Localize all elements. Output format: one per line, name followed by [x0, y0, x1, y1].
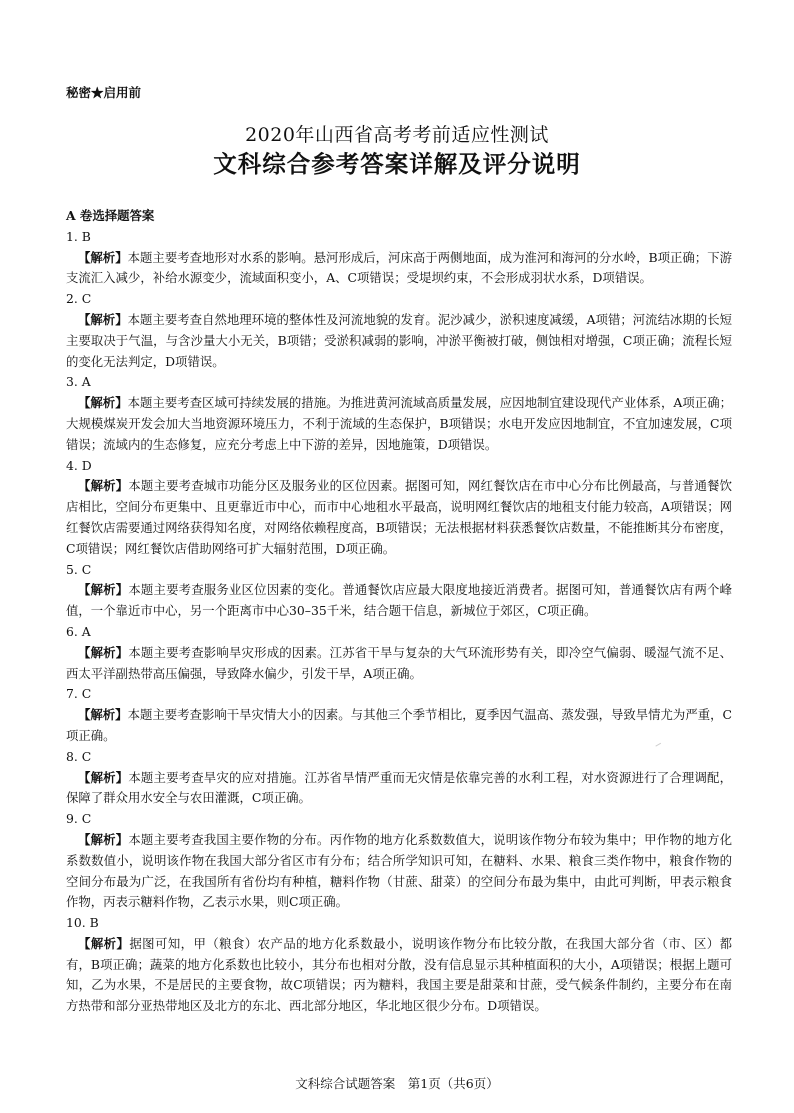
analysis-text	[66, 643, 732, 685]
analysis-body: 本题主要考查影响干旱灾情大小的因素。与其他三个季节相比，夏季因气温高、蒸发强，导致旱情尤为严重，C项正确。	[66, 707, 732, 743]
question-block	[66, 456, 732, 560]
page-footer: 文科综合试题答案 第1页（共6页）	[295, 1076, 499, 1091]
analysis-tag: 【解析】	[78, 707, 128, 723]
analysis-text	[66, 393, 732, 455]
question-number: 6. A	[66, 623, 91, 639]
question-number: 4. D	[66, 457, 92, 473]
analysis-text	[66, 768, 732, 810]
analysis-body: 本题主要考查区域可持续发展的措施。为推进黄河流域高质量发展，应因地制宜建设现代产业体系，A项正确；大规模煤炭开发会加大当地资源环境压力，不利于流域的生态保护，B项错误；水电开发应因地制宜，不宜加速发展，C项错误；流域内的生态修复，应充分考虑上中下游的差异，因地施策，D项错误。	[66, 395, 733, 452]
question-number: 7. C	[66, 686, 92, 702]
analysis-body: 本题主要考查影响旱灾形成的因素。江苏省干旱与复杂的大气环流形势有关，即冷空气偏弱、暖湿气流不足、西太平洋副热带高压偏强，导致降水偏少，引发干旱，A项正确。	[66, 644, 733, 681]
analysis-text	[66, 705, 732, 747]
analysis-text	[66, 310, 732, 372]
analysis-tag: 【解析】	[78, 644, 129, 660]
analysis-tag: 【解析】	[78, 478, 129, 494]
question-block	[66, 684, 732, 746]
question-number: 5. C	[66, 561, 92, 577]
analysis-text	[66, 580, 732, 622]
analysis-body: 据图可知，甲（粮食）农产品的地方化系数最小，说明该作物分布比较分散，在我国大部分省（市、区）都有，B项正确；蔬菜的地方化系数也比较小，其分布也相对分散，没有信息显示其种植面积的大小，A项错误；根据上题可知，乙为水果，不是居民的主要食物，故C项错误；丙为糖料，我国主要是甜菜和甘蔗，受气候条件制约，主要分布在南方热带和部分亚热带地区及北方的东北、西北部分地区，华北地区很少分布。D项错误。	[66, 935, 733, 1014]
analysis-tag: 【解析】	[78, 831, 129, 847]
analysis-body: 本题主要考查自然地理环境的整体性及河流地貌的发育。泥沙减少，淤积速度减缓，A项错；河流结冰期的长短主要取决于气温，与含沙量大小无关，B项错；受淤积减弱的影响，冲淤平衡被打破，侧蚀相对增强，C项正确；流程长短的变化无法判定，D项错误。	[66, 311, 733, 369]
analysis-body: 本题主要考查服务业区位因素的变化。普通餐饮店应最大限度地接近消费者。据图可知，普通餐饮店有两个峰值，一个靠近市中心，另一个距离市中心30–35千米，结合题干信息，新城位于郊区，C项正确。	[66, 582, 733, 619]
analysis-text	[66, 934, 732, 1017]
question-number: 1. B	[66, 228, 91, 244]
analysis-body: 本题主要考查地形对水系的影响。悬河形成后，河床高于两侧地面，成为淮河和海河的分水岭，B项正确；下游支流汇入减少，补给水源变少，流域面积变小，A、C项错误；受堤坝约束，不会形成羽状水系，D项错误。	[66, 249, 732, 286]
question-block	[66, 372, 732, 455]
analysis-text	[66, 248, 732, 290]
analysis-tag: 【解析】	[78, 769, 129, 785]
document-title: 文科综合参考答案详解及评分说明	[213, 150, 581, 178]
analysis-tag: 【解析】	[78, 395, 128, 411]
question-block	[66, 289, 732, 372]
question-block	[66, 622, 732, 684]
analysis-body: 本题主要考查旱灾的应对措施。江苏省旱情严重而无灾情是依靠完善的水利工程，对水资源进行了合理调配，保障了群众用水安全与农田灌溉，C项正确。	[66, 769, 733, 806]
analysis-text	[66, 830, 732, 913]
question-number: 2. C	[66, 291, 92, 307]
analysis-text	[66, 476, 732, 559]
question-number: 8. C	[66, 748, 92, 764]
answer-content	[66, 206, 732, 1017]
analysis-body: 本题主要考查我国主要作物的分布。丙作物的地方化系数数值大，说明该作物分布较为集中；甲作物的地方化系数数值小，说明该作物在我国大部分省区市有分布；结合所学知识可知，在糖料、水果、粮食三类作物中，粮食作物的空间分布最为广泛，在我国所有省份均有种植，糖料作物（甘蔗、甜菜）的空间分布最为集中，由此可判断，甲表示粮食作物，丙表示糖料作物，乙表示水果，则C项正确。	[66, 831, 733, 910]
analysis-tag: 【解析】	[78, 582, 129, 598]
question-block	[66, 227, 732, 289]
question-block	[66, 747, 732, 809]
question-number: 10. B	[66, 915, 99, 931]
confidential-mark: 秘密★启用前	[66, 85, 142, 100]
analysis-tag: 【解析】	[78, 249, 128, 265]
section-title: A 卷选择题答案	[66, 208, 155, 223]
question-number: 9. C	[66, 811, 92, 827]
analysis-tag: 【解析】	[78, 311, 128, 327]
analysis-tag: 【解析】	[78, 935, 130, 951]
question-block	[66, 913, 732, 1017]
question-block	[66, 560, 732, 622]
analysis-body: 本题主要考查城市功能分区及服务业的区位因素。据图可知，网红餐饮店在市中心分布比例最高，与普通餐饮店相比，空间分布更集中、且更靠近市中心，而市中心地租水平最高，说明网红餐饮店的地租支付能力较高，A项错误；网红餐饮店需要通过网络获得知名度，对网络依赖程度高，B项错误；无法根据材料获悉餐饮店数量，不能推断其分布密度，C项错误；网红餐饮店借助网络可扩大辐射范围，D项正确。	[66, 478, 733, 556]
question-number: 3. A	[66, 374, 91, 390]
exam-title: 2020年山西省高考考前适应性测试	[245, 124, 549, 146]
question-block	[66, 809, 732, 913]
